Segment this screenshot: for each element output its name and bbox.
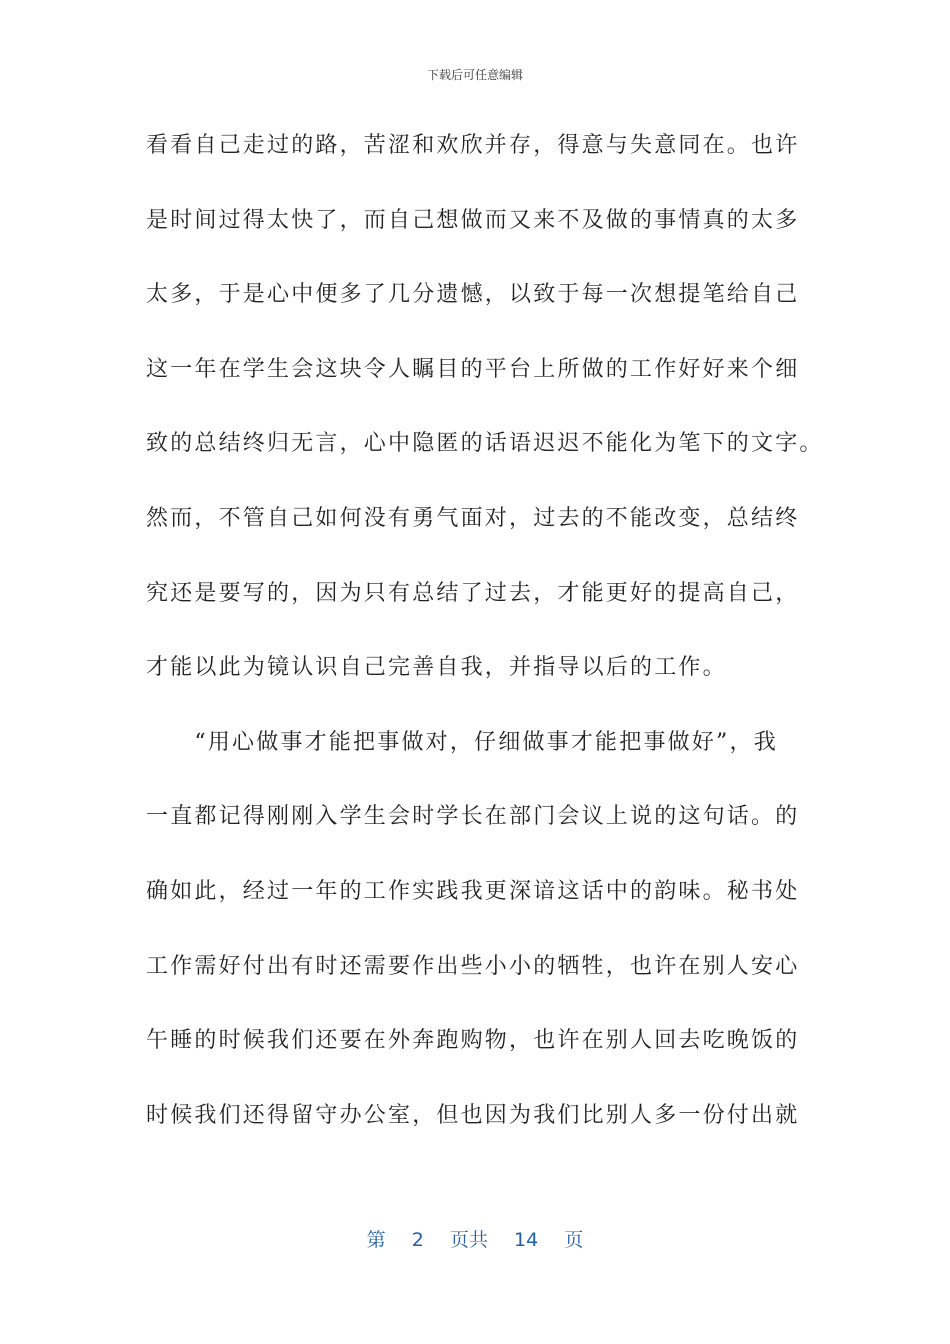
- body-line: 究还是要写的，因为只有总结了过去，才能更好的提高自己，: [146, 580, 800, 606]
- body-line: 是时间过得太快了，而自己想做而又来不及做的事情真的太多: [146, 207, 800, 233]
- page-footer: [0, 1225, 950, 1252]
- current-page-number: 2: [411, 1229, 424, 1251]
- page-header: 下载后可任意编辑: [426, 68, 523, 82]
- footer-middle: 页共: [449, 1229, 488, 1251]
- total-page-count: 14: [514, 1229, 539, 1251]
- body-line: 才能以此为镜认识自己完善自我，并指导以后的工作。: [146, 655, 727, 681]
- footer-prefix: 第: [366, 1229, 386, 1251]
- body-line: 太多，于是心中便多了几分遗憾，以致于每一次想提笔给自己: [146, 282, 800, 308]
- body-line: 一直都记得刚刚入学生会时学长在部门会议上说的这句话。的: [146, 804, 800, 830]
- body-line: 时候我们还得留守办公室，但也因为我们比别人多一份付出就: [146, 1102, 800, 1128]
- body-line: “用心做事才能把事做对，仔细做事才能把事做好”，我: [146, 729, 778, 755]
- body-line: 然而，不管自己如何没有勇气面对，过去的不能改变，总结终: [146, 505, 800, 531]
- body-line: 致的总结终归无言，心中隐匿的话语迟迟不能化为笔下的文字。: [146, 431, 824, 457]
- body-line: 确如此，经过一年的工作实践我更深谙这话中的韵味。秘书处: [146, 878, 800, 904]
- body-line: 这一年在学生会这块令人瞩目的平台上所做的工作好好来个细: [146, 356, 800, 382]
- body-line: 工作需好付出有时还需要作出些小小的牺牲，也许在别人安心: [146, 953, 800, 979]
- footer-suffix: 页: [564, 1229, 584, 1251]
- body-line: 午睡的时候我们还要在外奔跑购物，也许在别人回去吃晚饭的: [146, 1028, 800, 1054]
- body-line: 看看自己走过的路，苦涩和欢欣并存，得意与失意同在。也许: [146, 133, 800, 158]
- document-body: [146, 126, 826, 1170]
